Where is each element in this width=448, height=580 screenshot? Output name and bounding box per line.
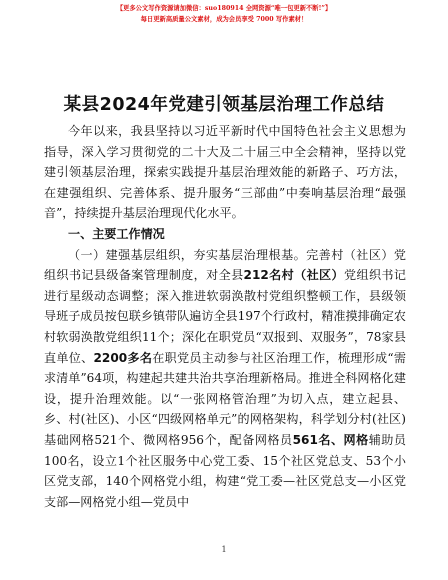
page-number: 1 xyxy=(221,545,227,554)
paragraph-1-bold-b: 2200多名 xyxy=(93,350,153,365)
paragraph-1-text-a: （一）建强基层组织，夯实基层治理根基。完善村（社区）党组织书记县级备案管理制度，对全县 xyxy=(44,247,406,283)
document-body xyxy=(44,121,406,512)
promo-banner-line-1: 【更多公文写作资源请加微信：suo180914 全网资源“唯一包更新不断!”】 xyxy=(116,5,332,12)
paragraph-1 xyxy=(44,245,406,513)
paragraph-1-text-c: 在职党员主动参与社区治理工作，梳理形成“需求清单”64项，构建起共建共治共享治理新格局。推进全科网格化建设，提升治理效能。以“一张网格管治理”为切入点，建立起县、乡、村(社区)、小区“四级网格单元”的网格架构，科学划分村(社区)基础网格521个、微网格956个，配备网格员 xyxy=(44,350,406,447)
document-title: 某县2024年党建引领基层治理工作总结 xyxy=(63,95,385,115)
paragraph-1-bold-c: 561名、网格 xyxy=(292,432,369,447)
paragraph-1-text-b: 党组织书记进行星级动态调整；深入推进软弱涣散村党组织整顿工作，县级领导班子成员按包联乡镇带队遍访全县197个行政村，精准摸排确定农村软弱涣散党组织11个；深化在职党员“双报到、双服务”，78家县直单位、 xyxy=(44,268,406,365)
promo-banner-line-2: 每日更新高质量公文素材，成为会员享受 7000 写作素材！ xyxy=(140,16,308,23)
paragraph-1-bold-a: 212名村（社区） xyxy=(243,268,344,283)
intro-paragraph: 今年以来，我县坚持以习近平新时代中国特色社会主义思想为指导，深入学习贯彻党的二十大及二十届三中全会精神，坚持以党建引领基层治理，探索实践提升基层治理效能的新路子、巧方法，在建强组织、完善体系、提升服务“三部曲”中奏响基层治理“最强音”，持续提升基层治理现代化水平。 xyxy=(44,124,406,221)
paragraph-1-text-d: 辅助员100名，设立1个社区服务中心党工委、15个社区党总支、53个小区党支部，140个网格党小组，构建“党工委—社区党总支—小区党支部—网格党小组—党员中 xyxy=(44,432,406,509)
promo-banner xyxy=(0,3,448,25)
section-heading-1: 一、主要工作情况 xyxy=(68,226,165,241)
